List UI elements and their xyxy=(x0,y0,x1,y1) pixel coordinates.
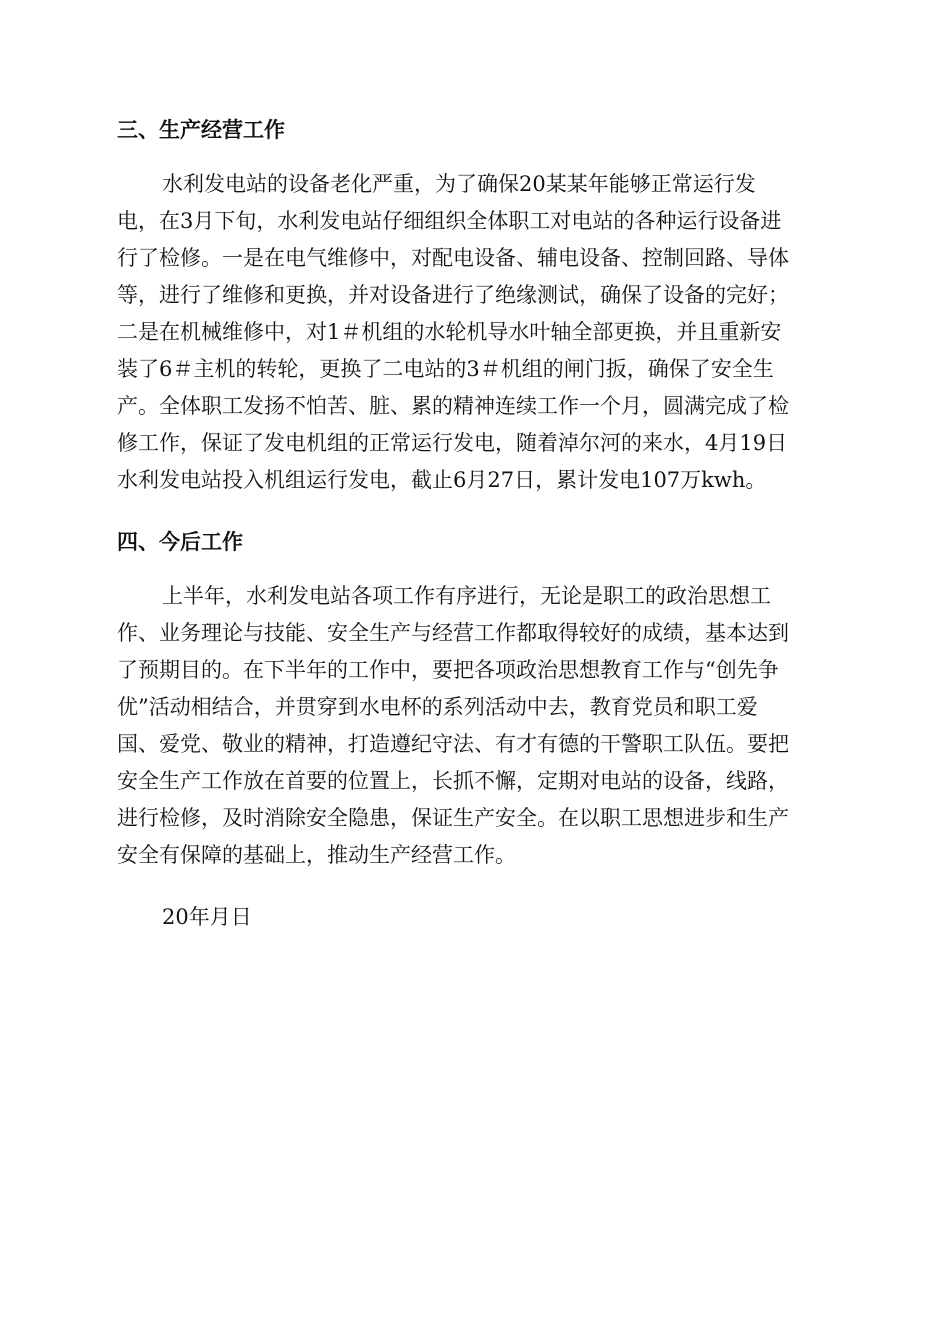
paragraph-line: 装了6＃主机的转轮，更换了二电站的3＃机组的闸门扳，确保了安全生 xyxy=(117,357,774,381)
paragraph-line: 水利发电站投入机组运行发电，截止6月27日，累计发电107万kwh。 xyxy=(117,468,767,492)
paragraph-line: 安全生产工作放在首要的位置上，长抓不懈，定期对电站的设备，线路， xyxy=(117,769,789,793)
paragraph-line: 优”活动相结合，并贯穿到水电杯的系列活动中去，教育党员和职工爱 xyxy=(117,695,758,719)
paragraph-line: 等，进行了维修和更换，并对设备进行了绝缘测试，确保了设备的完好； xyxy=(117,283,789,307)
paragraph-line: 二是在机械维修中，对1＃机组的水轮机导水叶轴全部更换，并且重新安 xyxy=(117,320,782,344)
paragraph-line: 行了检修。一是在电气维修中，对配电设备、辅电设备、控制回路、导体 xyxy=(117,246,789,270)
document-date: 20年月日 xyxy=(162,905,252,929)
paragraph-line: 国、爱党、敬业的精神，打造遵纪守法、有才有德的干警职工队伍。要把 xyxy=(117,732,789,756)
paragraph-line: 产。全体职工发扬不怕苦、脏、累的精神连续工作一个月，圆满完成了检 xyxy=(117,394,789,418)
paragraph-line: 作、业务理论与技能、安全生产与经营工作都取得较好的成绩，基本达到 xyxy=(117,621,789,645)
paragraph-line: 安全有保障的基础上，推动生产经营工作。 xyxy=(117,843,516,867)
paragraph-line: 进行检修，及时消除安全隐患，保证生产安全。在以职工思想进步和生产 xyxy=(117,806,789,830)
paragraph-line: 修工作，保证了发电机组的正常运行发电，随着淖尔河的来水，4月19日 xyxy=(117,431,788,455)
section-4-paragraph xyxy=(117,578,837,874)
section-4-heading: 四、今后工作 xyxy=(117,529,243,554)
paragraph-line: 电，在3月下旬，水利发电站仔细组织全体职工对电站的各种运行设备进 xyxy=(117,209,782,233)
section-3-heading: 三、生产经营工作 xyxy=(117,117,285,142)
paragraph-line: 上半年，水利发电站各项工作有序进行，无论是职工的政治思想工 xyxy=(162,584,771,608)
section-3-paragraph xyxy=(117,166,837,499)
paragraph-line: 了预期目的。在下半年的工作中，要把各项政治思想教育工作与“创先争 xyxy=(117,658,779,682)
paragraph-line: 水利发电站的设备老化严重，为了确保20某某年能够正常运行发 xyxy=(162,172,756,196)
